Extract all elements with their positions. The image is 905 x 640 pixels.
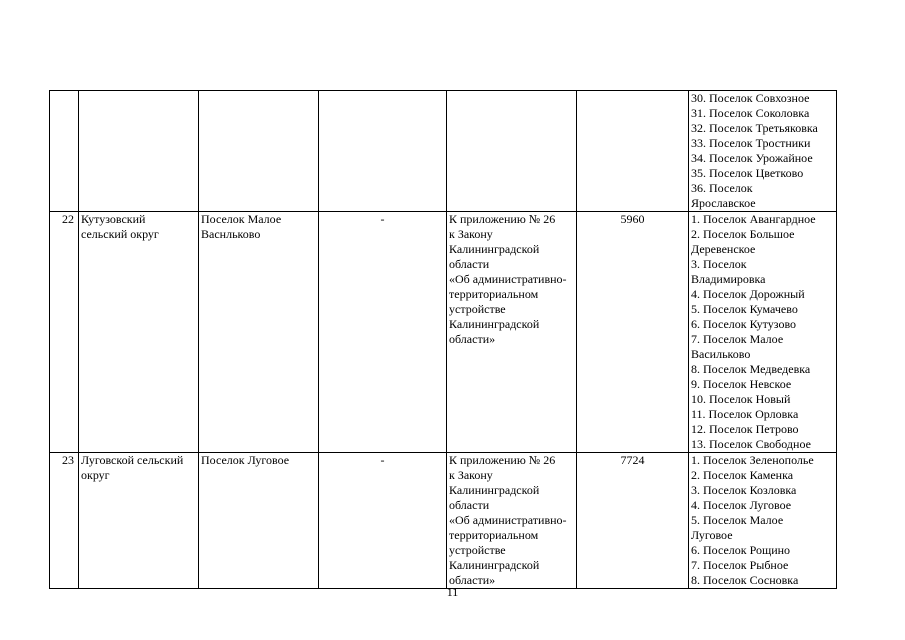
district-name-cell-line: округ (81, 468, 110, 482)
settlements-list-cell-line: 6. Поселок Рощино (691, 543, 791, 557)
settlements-list-cell-line: Васильково (691, 347, 751, 361)
law-reference-cell-line: Калининградской (449, 317, 540, 331)
law-reference-cell-line: К приложению № 26 (449, 212, 556, 226)
law-reference-cell-line: Калининградской (449, 242, 540, 256)
settlements-list-cell-line: 36. Поселок (691, 181, 753, 195)
law-reference-cell-line: области (449, 257, 490, 271)
row-number-cell (50, 91, 79, 212)
law-reference-cell-line: области» (449, 573, 496, 587)
settlements-list-cell (689, 212, 837, 453)
settlements-list-cell-line: 35. Поселок Цветково (691, 166, 804, 180)
settlements-list-cell-line: Ярославское (691, 196, 756, 210)
dash-cell: - (319, 453, 447, 589)
settlements-list-cell-line: 10. Поселок Новый (691, 392, 791, 406)
settlements-list-cell-line: 6. Поселок Кутузово (691, 317, 797, 331)
settlements-table (49, 90, 837, 589)
settlements-list-cell-line: 33. Поселок Тростники (691, 136, 811, 150)
settlements-list-cell-line: Луговое (691, 528, 733, 542)
law-reference-cell (447, 91, 577, 212)
law-reference-cell-line: территориальном (449, 287, 539, 301)
settlements-list-cell-line: 9. Поселок Невское (691, 377, 792, 391)
district-name-cell-line: Кутузовский (81, 212, 146, 226)
settlements-list-cell-line: 34. Поселок Урожайное (691, 151, 813, 165)
population-cell (577, 91, 689, 212)
law-reference-cell-line: устройстве (449, 302, 506, 316)
district-name-cell-line: сельский округ (81, 227, 159, 241)
settlements-list-cell (689, 453, 837, 589)
population-cell: 7724 (577, 453, 689, 589)
settlements-list-cell-line: 8. Поселок Медведевка (691, 362, 811, 376)
settlements-list-cell-line: 7. Поселок Рыбное (691, 558, 789, 572)
table-row (50, 91, 837, 212)
admin-center-cell (199, 453, 319, 589)
law-reference-cell-line: к Закону (449, 227, 493, 241)
table-row (50, 212, 837, 453)
district-name-cell (79, 91, 199, 212)
settlements-list-cell-line: 1. Поселок Авангардное (691, 212, 816, 226)
law-reference-cell-line: к Закону (449, 468, 493, 482)
settlements-list-cell-line: 1. Поселок Зеленополье (691, 453, 814, 467)
admin-center-cell-line: Васнльково (201, 227, 261, 241)
row-number-cell: 22 (50, 212, 79, 453)
law-reference-cell (447, 453, 577, 589)
settlements-list-cell-line: 2. Поселок Каменка (691, 468, 794, 482)
settlements-list-cell-line: 11. Поселок Орловка (691, 407, 799, 421)
dash-cell (319, 91, 447, 212)
admin-center-cell-line: Поселок Луговое (201, 453, 290, 467)
page-number: 11 (446, 585, 459, 599)
law-reference-cell-line: устройстве (449, 543, 506, 557)
law-reference-cell-line: области (449, 498, 490, 512)
settlements-list-cell-line: 4. Поселок Луговое (691, 498, 792, 512)
table-row (50, 453, 837, 589)
settlements-list-cell-line: Владимировка (691, 272, 766, 286)
settlements-list-cell-line: 3. Поселок (691, 257, 747, 271)
law-reference-cell-line: «Об административно- (449, 513, 567, 527)
settlements-list-cell-line: 13. Поселок Свободное (691, 437, 811, 451)
law-reference-cell-line: К приложению № 26 (449, 453, 556, 467)
settlements-list-cell (689, 91, 837, 212)
district-name-cell-line: Луговской сельский (81, 453, 184, 467)
dash-cell: - (319, 212, 447, 453)
table-body (50, 91, 837, 589)
admin-center-cell (199, 212, 319, 453)
settlements-list-cell-line: 4. Поселок Дорожный (691, 287, 805, 301)
law-reference-cell (447, 212, 577, 453)
law-reference-cell-line: «Об административно- (449, 272, 567, 286)
settlements-list-cell-line: 32. Поселок Третьяковка (691, 121, 818, 135)
district-name-cell (79, 453, 199, 589)
district-name-cell (79, 212, 199, 453)
settlements-list-cell-line: 30. Поселок Совхозное (691, 91, 810, 105)
law-reference-cell-line: области» (449, 332, 496, 346)
settlements-list-cell-line: 8. Поселок Сосновка (691, 573, 799, 587)
admin-center-cell (199, 91, 319, 212)
population-cell: 5960 (577, 212, 689, 453)
admin-center-cell-line: Поселок Малое (201, 212, 282, 226)
settlements-list-cell-line: 5. Поселок Кумачево (691, 302, 798, 316)
law-reference-cell-line: территориальном (449, 528, 539, 542)
settlements-list-cell-line: 2. Поселок Большое (691, 227, 795, 241)
settlements-list-cell-line: 31. Поселок Соколовка (691, 106, 810, 120)
settlements-list-cell-line: 5. Поселок Малое (691, 513, 784, 527)
settlements-list-cell-line: 7. Поселок Малое (691, 332, 784, 346)
law-reference-cell-line: Калининградской (449, 483, 540, 497)
row-number-cell: 23 (50, 453, 79, 589)
settlements-list-cell-line: 12. Поселок Петрово (691, 422, 799, 436)
law-reference-cell-line: Калининградской (449, 558, 540, 572)
settlements-list-cell-line: 3. Поселок Козловка (691, 483, 797, 497)
settlements-list-cell-line: Деревенское (691, 242, 756, 256)
